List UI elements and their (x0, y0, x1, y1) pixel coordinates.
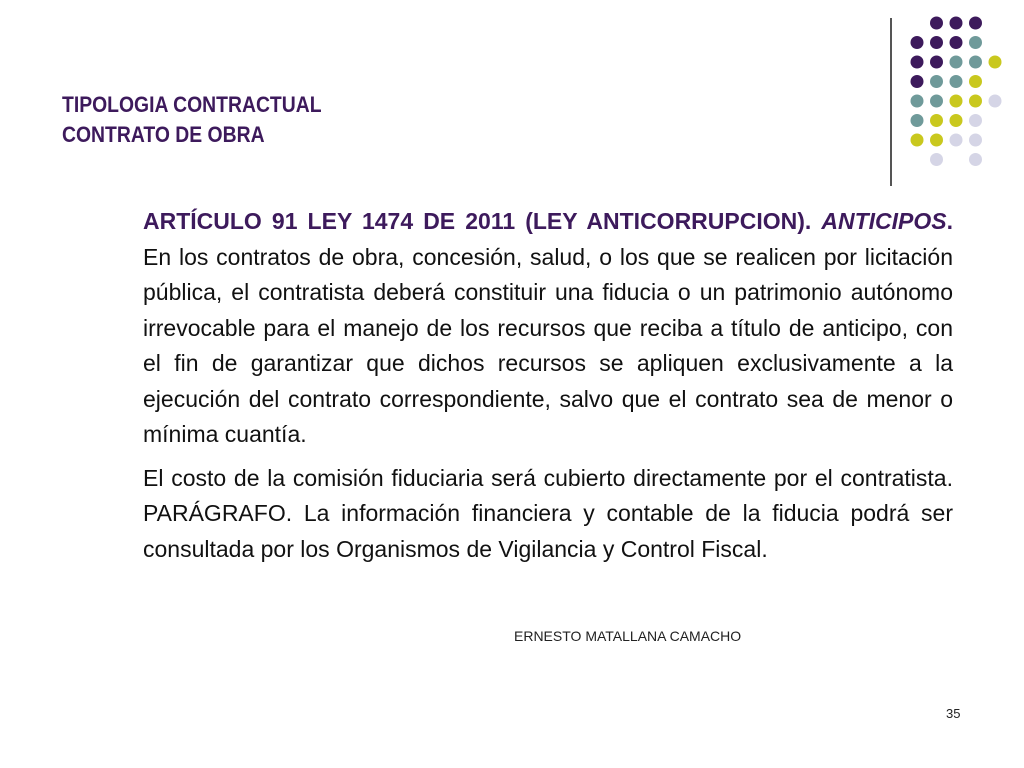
decorative-dot (950, 17, 963, 30)
decorative-dot (969, 153, 982, 166)
decorative-dot (911, 36, 924, 49)
page-number: 35 (946, 706, 961, 721)
decorative-dot (930, 153, 943, 166)
decorative-dot (911, 75, 924, 88)
decorative-dot (911, 56, 924, 69)
decorative-dot (930, 95, 943, 108)
decorative-dot (950, 134, 963, 147)
slide-title-line-1: TIPOLOGIA CONTRACTUAL (62, 92, 322, 117)
decorative-dot (930, 36, 943, 49)
decorative-dot (930, 17, 943, 30)
decorative-dot (911, 95, 924, 108)
decorative-dot (930, 114, 943, 127)
decorative-dot (950, 36, 963, 49)
decorative-dot (969, 134, 982, 147)
article-subtitle-period: . (946, 208, 954, 234)
article-subtitle: ANTICIPOS (821, 208, 947, 234)
article-paragraph-text: En los contratos de obra, concesión, salud, o los que se realicen por licitación pública, el contratista deberá constituir una fiducia o un patrimonio autónomo irrevocable para el manejo de los recursos que reciba a título de anticipo, con el fin de garantizar que dichos recursos se apliquen exclusivamente a la ejecución del contrato correspondiente, salvo que el contrato sea de menor o mínima cuantía. (143, 243, 953, 447)
slide-body (143, 204, 953, 567)
decorative-dot (930, 56, 943, 69)
decorative-dot (969, 75, 982, 88)
decorative-dot (989, 95, 1002, 108)
decorative-dot (930, 75, 943, 88)
decorative-dot (911, 114, 924, 127)
decorative-dot (950, 75, 963, 88)
decorative-dot (930, 134, 943, 147)
header-divider (890, 18, 892, 186)
decorative-dot (950, 95, 963, 108)
slide-title-line-2: CONTRATO DE OBRA (62, 122, 265, 147)
article-paragraph (143, 204, 953, 453)
decorative-dot (969, 17, 982, 30)
decorative-dot (969, 114, 982, 127)
article-reference: ARTÍCULO 91 LEY 1474 DE 2011 (LEY ANTICORRUPCION). (143, 208, 812, 234)
decorative-dot (969, 95, 982, 108)
slide-title (62, 90, 322, 150)
fiduciary-paragraph: El costo de la comisión fiduciaria será cubierto directamente por el contratista. PARÁGRAFO. La información financiera y contable de la fiducia podrá ser consultada por los Organismos de Vigilancia y Control Fiscal. (143, 464, 953, 562)
decorative-dot (969, 36, 982, 49)
decorative-dot (950, 114, 963, 127)
decorative-dot (911, 134, 924, 147)
decorative-dot (969, 56, 982, 69)
decorative-dot (950, 56, 963, 69)
decorative-dot (989, 56, 1002, 69)
author-name: ERNESTO MATALLANA CAMACHO (514, 628, 742, 644)
